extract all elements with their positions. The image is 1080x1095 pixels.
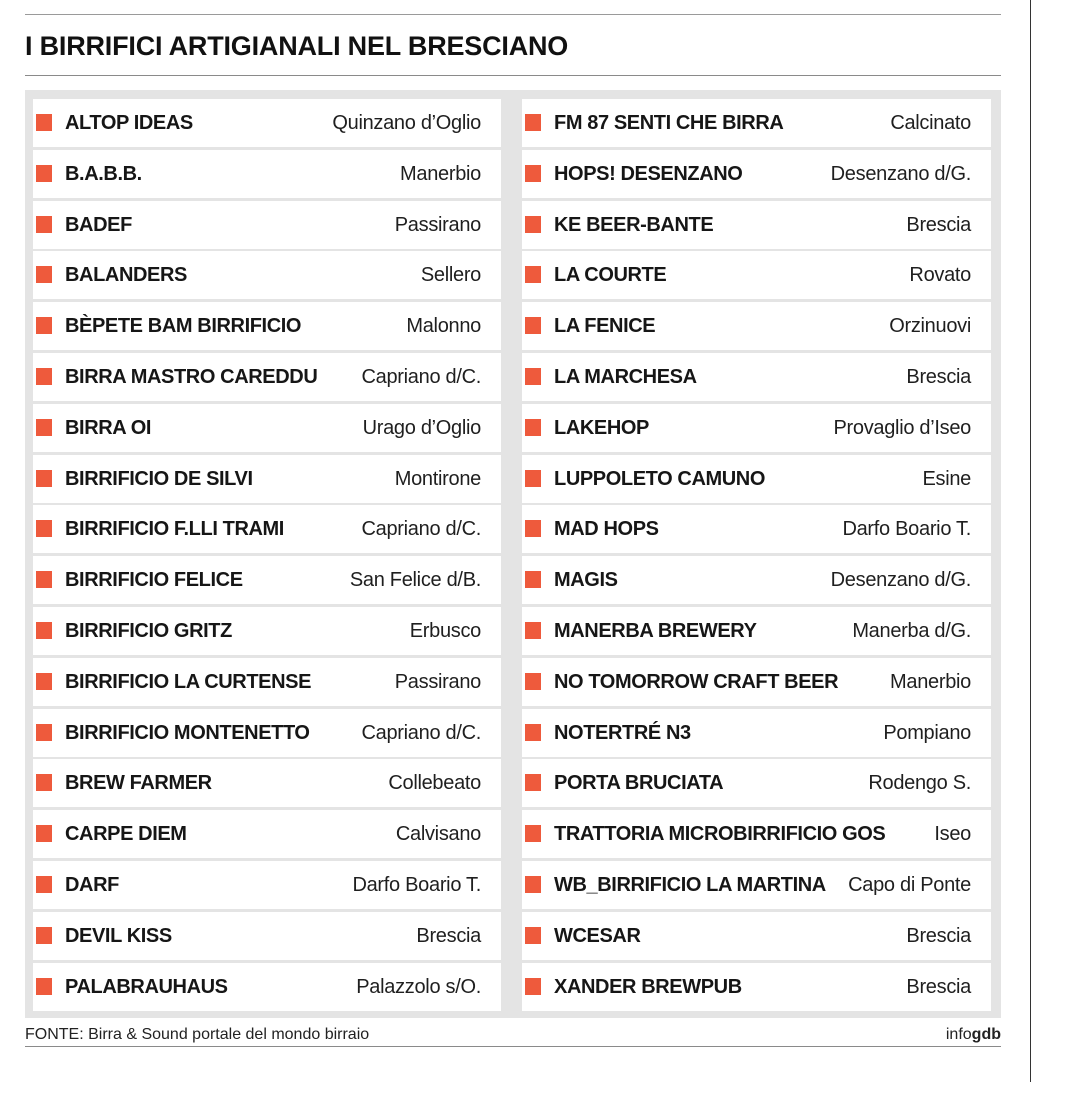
- brewery-name: BIRRIFICIO F.LLI TRAMI: [65, 518, 284, 541]
- brewery-row: [33, 201, 501, 249]
- brewery-row: [33, 505, 501, 553]
- brewery-town: Rovato: [909, 264, 971, 287]
- brewery-name: NO TOMORROW CRAFT BEER: [554, 670, 839, 693]
- brewery-row: [33, 150, 501, 198]
- brewery-name: LA MARCHESA: [554, 365, 697, 388]
- square-bullet-icon: [36, 622, 52, 639]
- brewery-town: Capo di Ponte: [848, 873, 971, 896]
- brewery-town: Collebeato: [388, 772, 481, 795]
- brewery-name: BIRRA OI: [65, 416, 152, 439]
- square-bullet-icon: [36, 978, 52, 995]
- square-bullet-icon: [36, 520, 52, 537]
- brewery-row: [522, 607, 991, 655]
- square-bullet-icon: [525, 368, 541, 385]
- brewery-town: Brescia: [906, 365, 971, 388]
- brewery-row: [522, 353, 991, 401]
- brewery-town: Darfo Boario T.: [352, 873, 481, 896]
- brewery-row: [522, 912, 991, 960]
- brewery-row: [522, 404, 991, 452]
- brewery-town: Provaglio d’Iseo: [833, 416, 971, 439]
- brewery-town: Desenzano d/G.: [830, 569, 971, 592]
- credit-brand: gdb: [971, 1026, 1001, 1043]
- square-bullet-icon: [525, 927, 541, 944]
- brewery-list-left: [33, 99, 501, 1013]
- brewery-town: Urago d’Oglio: [362, 416, 481, 439]
- brewery-name: CARPE DIEM: [65, 823, 187, 846]
- credit-logo: [946, 1025, 1001, 1045]
- square-bullet-icon: [525, 774, 541, 791]
- brewery-row: [522, 963, 991, 1011]
- title-rule: [25, 75, 1001, 76]
- brewery-row: [522, 455, 991, 503]
- square-bullet-icon: [525, 165, 541, 182]
- brewery-name: XANDER BREWPUB: [554, 975, 742, 998]
- square-bullet-icon: [36, 724, 52, 741]
- brewery-row: [33, 404, 501, 452]
- brewery-name: BIRRIFICIO FELICE: [65, 569, 243, 592]
- square-bullet-icon: [525, 114, 541, 131]
- brewery-name: WB_BIRRIFICIO LA MARTINA: [554, 873, 826, 896]
- brewery-town: Calcinato: [890, 112, 971, 134]
- brewery-name: ALTOP IDEAS: [65, 112, 193, 134]
- brewery-name: BIRRA MASTRO CAREDDU: [65, 365, 318, 388]
- brewery-row: [33, 861, 501, 909]
- square-bullet-icon: [525, 673, 541, 690]
- brewery-name: PALABRAUHAUS: [65, 975, 228, 998]
- square-bullet-icon: [525, 419, 541, 436]
- square-bullet-icon: [525, 317, 541, 334]
- brewery-list-right: [522, 99, 991, 1013]
- brewery-row: [522, 251, 991, 299]
- brewery-row: [33, 709, 501, 757]
- brewery-name: BIRRIFICIO LA CURTENSE: [65, 670, 312, 693]
- brewery-row: [522, 505, 991, 553]
- square-bullet-icon: [525, 470, 541, 487]
- brewery-town: Sellero: [420, 264, 481, 287]
- brewery-town: Pompiano: [883, 721, 971, 744]
- brewery-row: [522, 658, 991, 706]
- brewery-name: BIRRIFICIO DE SILVI: [65, 467, 253, 490]
- brewery-town: Brescia: [416, 924, 481, 947]
- brewery-row: [522, 556, 991, 604]
- square-bullet-icon: [36, 470, 52, 487]
- brewery-name: MAD HOPS: [554, 518, 659, 541]
- brewery-town: Orzinuovi: [889, 315, 971, 338]
- brewery-town: Rodengo S.: [868, 772, 971, 795]
- square-bullet-icon: [525, 978, 541, 995]
- brewery-row: [33, 759, 501, 807]
- brewery-row: [33, 963, 501, 1011]
- brewery-town: Brescia: [906, 213, 971, 236]
- brewery-name: BREW FARMER: [65, 772, 212, 795]
- brewery-town: Montirone: [394, 467, 481, 490]
- brewery-row: [522, 709, 991, 757]
- brewery-row: [33, 810, 501, 858]
- page-edge-rule: [1030, 0, 1031, 1082]
- brewery-town: Capriano d/C.: [361, 721, 481, 744]
- brewery-row: [33, 99, 501, 147]
- brewery-row: [522, 302, 991, 350]
- brewery-row: [33, 353, 501, 401]
- brewery-row: [522, 810, 991, 858]
- brewery-name: FM 87 SENTI CHE BIRRA: [554, 112, 784, 134]
- square-bullet-icon: [36, 825, 52, 842]
- brewery-name: LA FENICE: [554, 315, 656, 338]
- square-bullet-icon: [36, 876, 52, 893]
- top-rule: [25, 14, 1001, 15]
- brewery-town: Palazzolo s/O.: [356, 975, 481, 998]
- brewery-row: [522, 201, 991, 249]
- square-bullet-icon: [525, 216, 541, 233]
- square-bullet-icon: [525, 266, 541, 283]
- source-note: FONTE: Birra & Sound portale del mondo birraio: [25, 1026, 370, 1043]
- brewery-name: WCESAR: [554, 924, 641, 947]
- square-bullet-icon: [36, 165, 52, 182]
- brewery-town: Capriano d/C.: [361, 365, 481, 388]
- brewery-name: LUPPOLETO CAMUNO: [554, 467, 766, 490]
- brewery-name: MAGIS: [554, 569, 618, 592]
- brewery-town: Brescia: [906, 975, 971, 998]
- square-bullet-icon: [525, 724, 541, 741]
- brewery-town: Passirano: [394, 670, 481, 693]
- brewery-town: Capriano d/C.: [361, 518, 481, 541]
- brewery-row: [33, 302, 501, 350]
- brewery-town: Desenzano d/G.: [830, 162, 971, 185]
- square-bullet-icon: [36, 419, 52, 436]
- brewery-name: BALANDERS: [65, 264, 187, 287]
- brewery-town: Malonno: [406, 315, 481, 338]
- brewery-row: [522, 150, 991, 198]
- brewery-row: [33, 251, 501, 299]
- brewery-town: Brescia: [906, 924, 971, 947]
- brewery-name: LAKEHOP: [554, 416, 649, 439]
- square-bullet-icon: [525, 825, 541, 842]
- brewery-row: [33, 658, 501, 706]
- brewery-name: HOPS! DESENZANO: [554, 162, 743, 185]
- brewery-town: Iseo: [934, 823, 971, 846]
- brewery-town: Passirano: [394, 213, 481, 236]
- brewery-row: [33, 455, 501, 503]
- brewery-name: NOTERTRÉ N3: [554, 721, 691, 744]
- square-bullet-icon: [36, 368, 52, 385]
- brewery-town: Quinzano d’Oglio: [332, 112, 481, 134]
- brewery-list-panel: [25, 90, 1001, 1018]
- page-title: I BIRRIFICI ARTIGIANALI NEL BRESCIANO: [25, 31, 569, 61]
- brewery-town: Esine: [922, 467, 971, 490]
- brewery-town: Calvisano: [395, 823, 481, 846]
- square-bullet-icon: [525, 622, 541, 639]
- brewery-town: Manerbio: [400, 162, 481, 185]
- square-bullet-icon: [36, 927, 52, 944]
- brewery-name: BIRRIFICIO MONTENETTO: [65, 721, 310, 744]
- brewery-row: [522, 861, 991, 909]
- brewery-name: PORTA BRUCIATA: [554, 772, 724, 795]
- brewery-name: MANERBA BREWERY: [554, 619, 757, 642]
- brewery-name: B.A.B.B.: [65, 162, 142, 185]
- square-bullet-icon: [525, 571, 541, 588]
- square-bullet-icon: [36, 673, 52, 690]
- square-bullet-icon: [36, 571, 52, 588]
- brewery-row: [33, 556, 501, 604]
- brewery-name: DEVIL KISS: [65, 924, 172, 947]
- brewery-town: Manerba d/G.: [852, 619, 971, 642]
- brewery-name: KE BEER-BANTE: [554, 213, 714, 236]
- brewery-town: Darfo Boario T.: [842, 518, 971, 541]
- brewery-town: Erbusco: [409, 619, 481, 642]
- brewery-row: [522, 99, 991, 147]
- brewery-name: DARF: [65, 873, 119, 896]
- square-bullet-icon: [36, 266, 52, 283]
- brewery-name: BÈPETE BAM BIRRIFICIO: [65, 315, 302, 338]
- credit-prefix: info: [945, 1026, 972, 1043]
- square-bullet-icon: [36, 114, 52, 131]
- square-bullet-icon: [36, 774, 52, 791]
- brewery-name: LA COURTE: [554, 264, 667, 287]
- square-bullet-icon: [36, 216, 52, 233]
- square-bullet-icon: [525, 520, 541, 537]
- brewery-row: [33, 607, 501, 655]
- square-bullet-icon: [525, 876, 541, 893]
- square-bullet-icon: [36, 317, 52, 334]
- brewery-town: Manerbio: [890, 670, 971, 693]
- brewery-row: [33, 912, 501, 960]
- brewery-town: San Felice d/B.: [349, 569, 481, 592]
- footer-rule: [25, 1046, 1001, 1047]
- brewery-row: [522, 759, 991, 807]
- brewery-name: BADEF: [65, 213, 132, 236]
- brewery-name: BIRRIFICIO GRITZ: [65, 619, 232, 642]
- brewery-name: TRATTORIA MICROBIRRIFICIO GOS: [554, 823, 886, 846]
